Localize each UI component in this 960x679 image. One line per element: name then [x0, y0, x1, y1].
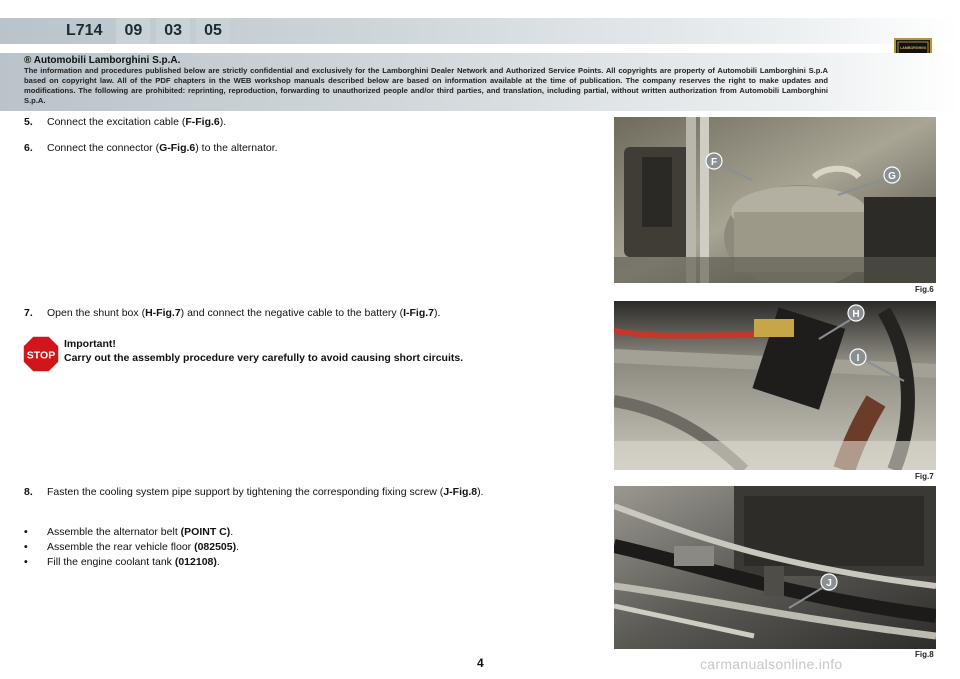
- figure-reference: G-Fig.6: [159, 142, 196, 154]
- bullet-item: • Fill the engine coolant tank (012108).: [24, 556, 220, 568]
- stop-sign-icon: [22, 335, 60, 373]
- step-number: 5.: [24, 116, 33, 128]
- shunt-box-photo-image: [614, 301, 936, 470]
- group-code: 09: [116, 18, 150, 44]
- figure-6-label: Fig.6: [915, 285, 934, 294]
- procedure-code: 05: [196, 18, 230, 44]
- step-5: 5. Connect the excitation cable (F-Fig.6).: [24, 116, 227, 128]
- callout-i: I: [856, 353, 860, 364]
- figure-8-label: Fig.8: [915, 650, 934, 659]
- bullet-item: • Assemble the alternator belt (POINT C).: [24, 526, 234, 538]
- stop-sign-text: STOP: [26, 349, 56, 362]
- bullet-item: • Assemble the rear vehicle floor (082505).: [24, 541, 240, 553]
- step-number: 8.: [24, 486, 33, 498]
- step-8: 8. Fasten the cooling system pipe support by tightening the corresponding fixing screw (J-Fig.8).: [24, 486, 484, 498]
- warning-text: Carry out the assembly procedure very carefully to avoid causing short circuits.: [64, 352, 464, 364]
- figure-8-photo: [614, 486, 936, 649]
- figure-7-photo: [614, 301, 936, 470]
- figure-7-label: Fig.7: [915, 472, 934, 481]
- model-code: L714: [66, 22, 103, 39]
- figure-reference: F-Fig.6: [185, 116, 220, 128]
- copyright-title: ® Automobili Lamborghini S.p.A.: [24, 55, 181, 66]
- section-codes: [58, 18, 230, 44]
- bullet-dot: •: [24, 526, 28, 538]
- warning-note: [64, 337, 463, 365]
- page-number: 4: [477, 656, 484, 670]
- figure-reference: J-Fig.8: [443, 486, 478, 498]
- subgroup-code: 03: [156, 18, 190, 44]
- step-6: 6. Connect the connector (G-Fig.6) to the alternator.: [24, 142, 278, 154]
- step-number: 7.: [24, 307, 33, 319]
- cooling-pipe-photo-image: [614, 486, 936, 649]
- bullet-dot: •: [24, 541, 28, 553]
- figure-reference: H-Fig.7: [145, 307, 181, 319]
- watermark: carmanualsonline.info: [700, 656, 843, 672]
- callout-h: H: [852, 309, 860, 320]
- figure-6-photo: [614, 117, 936, 283]
- alternator-photo-image: [614, 117, 936, 283]
- svg-text:LAMBORGHINI: LAMBORGHINI: [900, 46, 926, 50]
- callout-f: F: [710, 157, 718, 168]
- bullet-dot: •: [24, 556, 28, 568]
- warning-title: Important!: [64, 338, 116, 350]
- figure-reference: I-Fig.7: [403, 307, 434, 319]
- callout-j: J: [826, 578, 832, 589]
- step-7: 7. Open the shunt box (H-Fig.7) and connect the negative cable to the battery (I-Fig.7).: [24, 307, 441, 319]
- callout-g: G: [888, 171, 896, 182]
- copyright-text: The information and procedures published below are strictly confidential and exclusively for the Lamborghini Dealer Network and Authorized Service Points. All copyrights are property of Automobili Lamborghini S.p.A based on copyright law. All of the PDF chapters in the WEB workshop manuals described below are based on information available at the time of publication. The company reserves the right to make updates and modifications. The following are prohibited: reprinting, reproduction, forwarding to unauthorized people and/or third parties, and translation, including partial, without written authorization from Automobili Lamborghini S.p.A.: [24, 66, 828, 105]
- step-number: 6.: [24, 142, 33, 154]
